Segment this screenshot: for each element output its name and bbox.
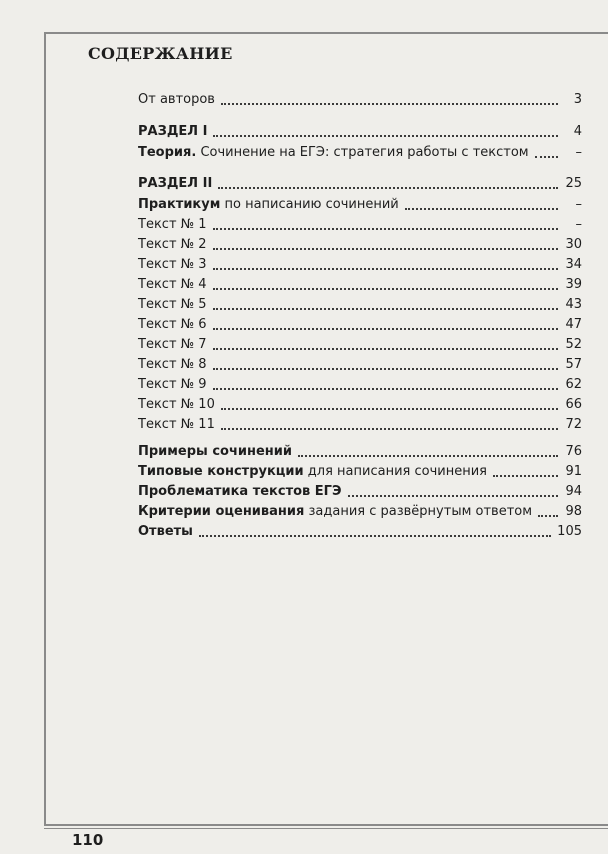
toc-entry (138, 88, 582, 108)
dot-leader (213, 388, 558, 390)
toc-entry-label (138, 377, 207, 393)
toc-entry-text: Текст № 2 (138, 237, 207, 252)
toc-entry (138, 393, 582, 413)
toc-entry (138, 520, 582, 540)
toc-entry (138, 120, 582, 140)
toc-entry-page: 66 (565, 397, 582, 412)
dot-leader (218, 187, 558, 189)
toc-entry-text: задания с развёрнутым ответом (304, 504, 533, 519)
toc-entry-page: 34 (565, 257, 582, 272)
dot-leader (213, 228, 558, 230)
page-number: 110 (72, 831, 104, 849)
footer-rule (44, 828, 608, 829)
toc-entry-label (138, 357, 207, 373)
dot-leader (213, 135, 558, 137)
toc-entry (138, 460, 582, 480)
toc-entry (138, 233, 582, 253)
dot-leader (213, 268, 558, 270)
toc-entry-bold-label: Теория. (138, 145, 197, 160)
toc-entry (138, 353, 582, 373)
toc-entry-label (138, 197, 399, 213)
toc-entry-label (138, 92, 215, 108)
toc-entry-page: 3 (573, 92, 582, 107)
toc-entry-bold-label: Типовые конструкции (138, 464, 304, 479)
dot-leader (213, 288, 558, 290)
dot-leader (213, 328, 558, 330)
toc-entry (138, 333, 582, 353)
toc-entry-label (138, 237, 207, 253)
toc-entry-bold-label: Практикум (138, 197, 221, 212)
toc-entry-page: 94 (565, 484, 582, 499)
toc-entry-label (138, 464, 487, 480)
toc-entry-page: 4 (573, 124, 582, 139)
toc-entry (138, 253, 582, 273)
toc-entry-page: 52 (565, 337, 582, 352)
toc-entry-label (138, 317, 207, 333)
toc-entry-label (138, 484, 342, 500)
toc-entry-label (138, 124, 207, 140)
toc-entry-page: 91 (565, 464, 582, 479)
toc-entry (138, 172, 582, 192)
toc-entry (138, 293, 582, 313)
toc-entry-page: 72 (565, 417, 582, 432)
toc-entry-page: – (575, 197, 582, 212)
toc-entry-label (138, 397, 215, 413)
toc-entry-label (138, 524, 193, 540)
toc-entry (138, 213, 582, 233)
toc-entry-page: 76 (565, 444, 582, 459)
toc-entry (138, 413, 582, 433)
toc-entry-text: Сочинение на ЕГЭ: стратегия работы с текстом (196, 145, 529, 160)
toc-entry-text: Текст № 6 (138, 317, 207, 332)
toc-entry-bold-label: Проблематика текстов ЕГЭ (138, 484, 342, 499)
toc-entry-label (138, 337, 207, 353)
toc-entry (138, 373, 582, 393)
toc-entry-page: 105 (557, 524, 582, 539)
toc-entry-label (138, 444, 292, 460)
toc-entry-text: От авторов (138, 92, 215, 107)
toc-entry-page: – (575, 217, 582, 232)
toc-entry-bold-label: РАЗДЕЛ I (138, 124, 208, 139)
toc-entry-bold-label: Ответы (138, 524, 193, 539)
toc-entry-bold-label: РАЗДЕЛ II (138, 176, 213, 191)
toc-entry-bold-label: Критерии оценивания (138, 504, 305, 519)
toc-entry-page: 30 (565, 237, 582, 252)
toc-entry (138, 193, 582, 213)
dot-leader (405, 208, 558, 210)
toc-entry-label (138, 417, 215, 433)
toc-entry-label (138, 277, 207, 293)
toc-entry-page: 43 (565, 297, 582, 312)
toc-entry-label (138, 145, 529, 161)
toc-entry-text: Текст № 7 (138, 337, 207, 352)
dot-leader (348, 495, 559, 497)
toc-entry (138, 480, 582, 500)
toc-entry (138, 273, 582, 293)
page-title: СОДЕРЖАНИЕ (88, 44, 233, 63)
toc-entry-text: Текст № 4 (138, 277, 207, 292)
dot-leader (213, 368, 558, 370)
toc-entry-text: по написанию сочинений (220, 197, 399, 212)
toc-entry-label (138, 217, 207, 233)
toc-entry-text: Текст № 5 (138, 297, 207, 312)
toc-entry-page: 98 (565, 504, 582, 519)
toc-entry-text: для написания сочинения (303, 464, 487, 479)
toc-entry-label (138, 176, 212, 192)
toc-entry-page: 25 (565, 176, 582, 191)
dot-leader (221, 428, 558, 430)
dot-leader (213, 248, 558, 250)
dot-leader (199, 535, 551, 537)
toc-entry (138, 440, 582, 460)
dot-leader (538, 515, 558, 517)
toc-entry (138, 500, 582, 520)
toc-entry-page: – (575, 145, 582, 160)
toc-entry-text: Текст № 1 (138, 217, 207, 232)
toc-entry-text: Текст № 11 (138, 417, 215, 432)
toc-entry-text: Текст № 10 (138, 397, 215, 412)
toc-entry-text: Текст № 3 (138, 257, 207, 272)
toc-entry (138, 141, 582, 161)
toc-entry-page: 39 (565, 277, 582, 292)
toc-entry-page: 47 (565, 317, 582, 332)
toc-entry-label (138, 297, 207, 313)
dot-leader (493, 475, 558, 477)
toc-entry-label (138, 504, 532, 520)
toc-entry (138, 313, 582, 333)
dot-leader (221, 408, 558, 410)
toc-entry-label (138, 257, 207, 273)
dot-leader (213, 348, 558, 350)
toc-entry-page: 57 (565, 357, 582, 372)
dot-leader (535, 156, 558, 158)
dot-leader (213, 308, 558, 310)
toc-entry-text: Текст № 8 (138, 357, 207, 372)
toc-entry-text: Текст № 9 (138, 377, 207, 392)
toc-entry-page: 62 (565, 377, 582, 392)
dot-leader (221, 103, 558, 105)
toc-entry-bold-label: Примеры сочинений (138, 444, 292, 459)
dot-leader (298, 455, 558, 457)
